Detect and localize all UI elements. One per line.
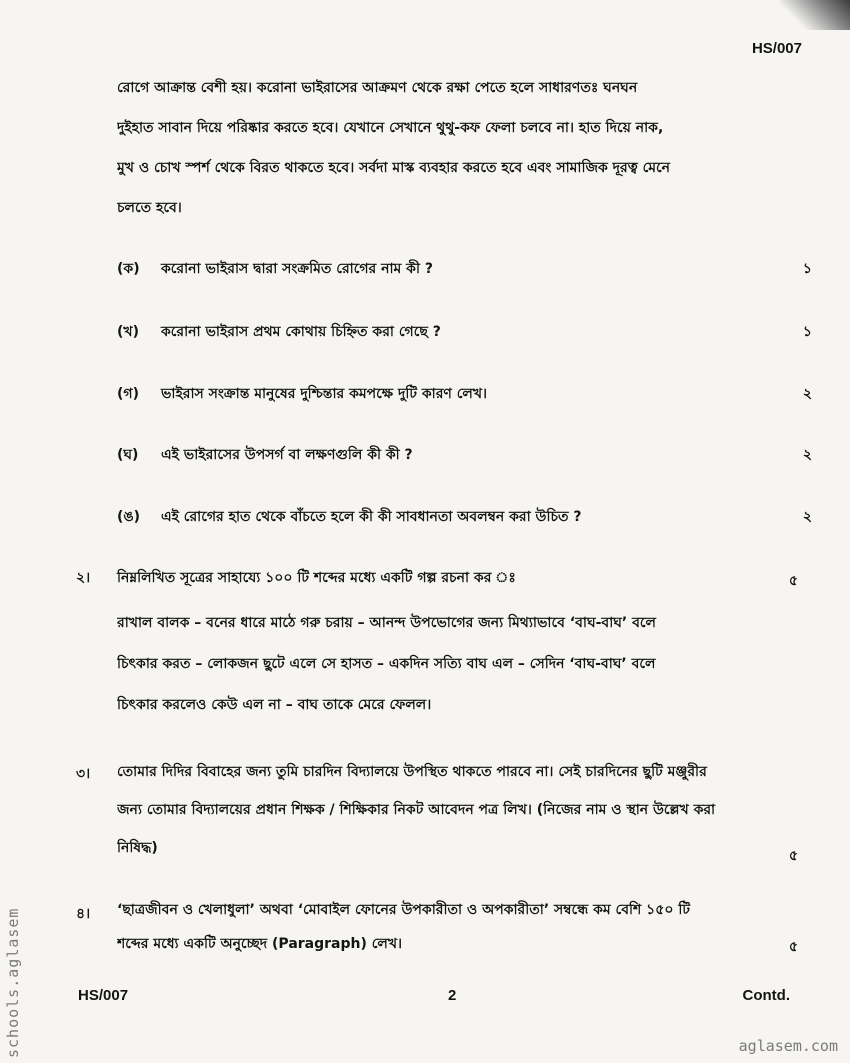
question-instruction: নিম্নলিখিত সূত্রের সাহায্যে ১০০ টি শব্দের মধ্যে একটি গল্প রচনা কর ঃ — [117, 570, 516, 586]
question-text — [117, 760, 817, 860]
question-marks: ৫ — [788, 848, 798, 864]
page-number: 2 — [448, 987, 457, 1004]
question-text — [117, 898, 817, 956]
sub-question — [117, 505, 812, 529]
passage — [117, 76, 817, 220]
sub-question-text: করোনা ভাইরাস প্রথম কোথায় চিহ্নিত করা গেছে ? — [161, 324, 441, 340]
sub-question — [117, 443, 812, 467]
footer-paper-code: HS/007 — [78, 987, 129, 1004]
continued-label: Contd. — [742, 987, 790, 1004]
question-number: ২। — [76, 570, 91, 586]
story-outline — [117, 611, 817, 717]
question-marks: ৫ — [788, 573, 798, 589]
sub-question-label: (গ) — [117, 386, 139, 402]
story-outline-line: চিৎকার করলেও কেউ এল না – বাঘ তাকে মেরে ফেলল। — [117, 697, 432, 713]
question-marks: ৫ — [788, 939, 798, 955]
sub-question — [117, 320, 812, 344]
sub-question-text: এই রোগের হাত থেকে বাঁচতে হলে কী কী সাবধানতা অবলম্বন করা উচিত ? — [161, 509, 582, 525]
question-text-line: জন্য তোমার বিদ্যালয়ের প্রধান শিক্ষক / শিক্ষিকার নিকট আবেদন পত্র লিখ। (নিজের নাম ও স্থান উল্লেখ করা — [117, 802, 716, 818]
sub-question-marks: ১ — [802, 261, 812, 277]
watermark-vertical: schools.aglasem — [4, 907, 22, 1058]
sub-question-label: (ঘ) — [117, 447, 139, 463]
story-outline-line: চিৎকার করত – লোকজন ছুটে এলে সে হাসত – একদিন সত্যি বাঘ এল – সেদিন ‘বাঘ-বাঘ’ বলে — [117, 656, 656, 672]
sub-question-text: এই ভাইরাসের উপসর্গ বা লক্ষণগুলি কী কী ? — [161, 447, 413, 463]
sub-question-marks: ২ — [802, 386, 812, 402]
sub-question — [117, 382, 812, 406]
sub-question-marks: ২ — [802, 509, 812, 525]
sub-question-label: (খ) — [117, 324, 139, 340]
story-outline-line: রাখাল বালক – বনের ধারে মাঠে গরু চরায় – আনন্দ উপভোগের জন্য মিথ্যাভাবে ‘বাঘ-বাঘ’ বলে — [117, 615, 656, 631]
header-paper-code: HS/007 — [751, 40, 802, 57]
sub-question-label: (ক) — [117, 261, 140, 277]
passage-line: চলতে হবে। — [117, 200, 182, 216]
question-number: ৩। — [76, 766, 91, 782]
passage-line: দুইহাত সাবান দিয়ে পরিষ্কার করতে হবে। যেখানে সেখানে থুথু-কফ ফেলা চলবে না। হাত দিয়ে নাক, — [117, 120, 664, 136]
sub-question — [117, 257, 812, 281]
question-text-line: শব্দের মধ্যে একটি অনুচ্ছেদ (Paragraph) লেখ। — [117, 936, 403, 952]
sub-question-text: করোনা ভাইরাস দ্বারা সংক্রমিত রোগের নাম কী ? — [161, 261, 433, 277]
sub-question-marks: ২ — [802, 447, 812, 463]
passage-line: রোগে আক্রান্ত বেশী হয়। করোনা ভাইরাসের আক্রমণ থেকে রক্ষা পেতে হলে সাধারণতঃ ঘনঘন — [117, 80, 638, 96]
question-text-line: নিষিদ্ধ) — [117, 840, 158, 856]
sub-question-label: (ঙ) — [117, 509, 141, 525]
passage-line: মুখ ও চোখ স্পর্শ থেকে বিরত থাকতে হবে। সর্বদা মাস্ক ব্যবহার করতে হবে এবং সামাজিক দূরত্ব মেনে — [117, 160, 670, 176]
sub-question-text: ভাইরাস সংক্রান্ত মানুষের দুশ্চিন্তার কমপক্ষে দুটি কারণ লেখ। — [161, 386, 488, 402]
scan-corner-shadow — [780, 0, 850, 30]
sub-question-marks: ১ — [802, 324, 812, 340]
question-text-line: তোমার দিদির বিবাহের জন্য তুমি চারদিন বিদ্যালয়ে উপস্থিত থাকতে পারবে না। সেই চারদিনের ছুটি মঞ্জুরীর — [117, 764, 707, 780]
watermark-bottom: aglasem.com — [738, 1037, 838, 1055]
question-text-line: ‘ছাত্রজীবন ও খেলাধুলা’ অথবা ‘মোবাইল ফোনের উপকারীতা ও অপকারীতা’ সম্বন্ধে কম বেশি ১৫০ টি — [117, 902, 690, 918]
question-number: ৪। — [76, 906, 91, 922]
